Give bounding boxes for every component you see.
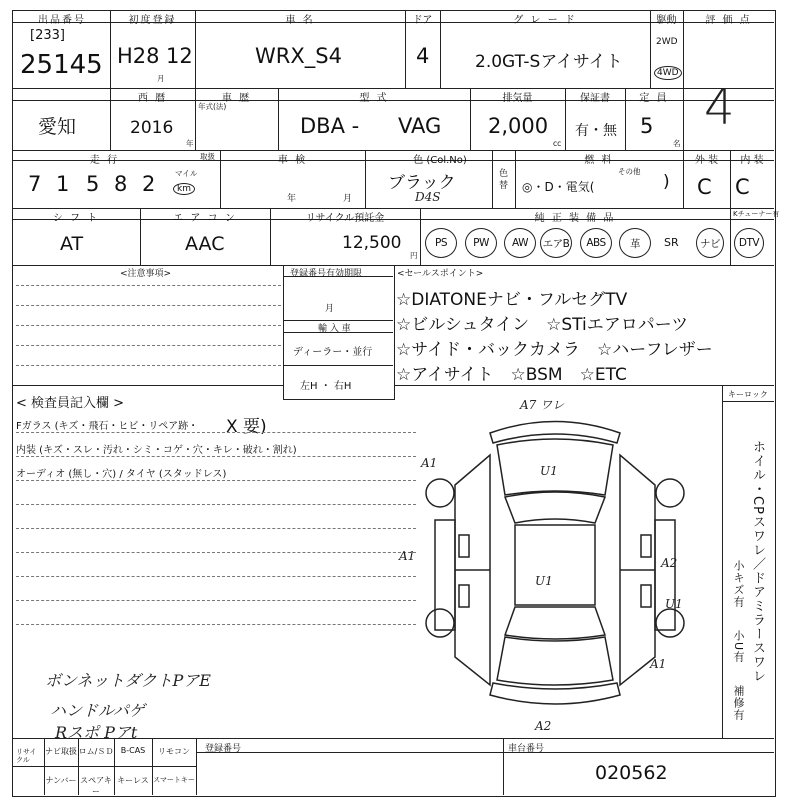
mileage-label: 走 行 [89, 155, 120, 166]
caution-label: <注意事項> [120, 269, 172, 279]
recycle-label: リサイクル預託金 [305, 213, 385, 224]
inspector-line [16, 456, 416, 457]
footer-item: ナビ取扱 [45, 747, 77, 756]
mileage-digit: 8 [114, 172, 128, 196]
month-unit: 月 [157, 74, 165, 83]
divider [503, 738, 504, 795]
mile-unit: マイル [175, 169, 198, 178]
capacity-unit: 名 [673, 139, 681, 148]
exterior-grade: C [697, 175, 712, 199]
exhibit-number: 25145 [20, 50, 103, 80]
interior-grade: C [735, 175, 750, 199]
steering-side: 左H ・ 右H [300, 381, 352, 392]
year-unit: 年 [186, 139, 194, 148]
handwritten-note: ボンネットダクトPアE [45, 671, 211, 690]
reg-no-label: 登録番号 [205, 744, 242, 754]
footer-item: ロム/ＳＤ [78, 747, 114, 756]
divider [730, 208, 731, 265]
divider [196, 738, 197, 795]
recycle-unit: 円 [410, 251, 418, 260]
interior-label: 内 装 [740, 155, 764, 166]
tuner-label: Kチューナー有 [733, 210, 780, 218]
model-year-note: 年式(法) [198, 102, 227, 111]
inspector-line [16, 624, 416, 625]
mileage-digits [18, 172, 168, 200]
equip-airbag: エアB [540, 228, 572, 258]
door-count: 4 [416, 44, 430, 68]
inspection-year: 年 [287, 194, 297, 204]
door-label: ドア [412, 15, 433, 26]
model-year-label: 車 歴 [221, 93, 252, 104]
inspection-label: 車 検 [277, 155, 308, 166]
keylock-label: キーロック [728, 390, 768, 399]
side-note-small-scratch: 小キズ有 [732, 560, 745, 608]
car-damage-diagram [395, 395, 715, 740]
damage-mark: U1 [665, 597, 683, 611]
recorded-label: 取扱 [200, 152, 215, 161]
mileage-digit: 1 [56, 172, 70, 196]
audio-tire-line: オーディオ (無し・穴) / タイヤ (スタッドレス) [16, 469, 227, 480]
footer-item: スマートキー [153, 776, 195, 784]
drive-4wd: 4WD [654, 66, 682, 80]
grade-label: グ レ ー ド [513, 15, 577, 26]
caution-line [16, 325, 281, 326]
exhibit-label: 出品番号 [38, 15, 86, 26]
type-code: VAG [398, 114, 442, 138]
footer-item: ナンバー [45, 776, 77, 785]
inspector-section-label: < 検査員記入欄 > [16, 396, 125, 411]
damage-mark: A7 ワレ [520, 398, 565, 412]
expiry-month: 月 [325, 304, 335, 314]
inspector-line [16, 552, 416, 553]
equip-abs: ABS [580, 228, 612, 258]
mileage-digit: 5 [86, 172, 100, 196]
glass-mark: X 要) [226, 417, 267, 437]
equip-leather: 革 [619, 228, 651, 258]
displacement-label: 排気量 [502, 93, 533, 104]
damage-mark: A1 [399, 549, 416, 563]
equip-sr: SR [664, 236, 679, 249]
chassis-label: 車台番号 [508, 744, 545, 754]
inspector-line [16, 600, 416, 601]
exterior-label: 外 装 [694, 155, 719, 166]
inspector-line [16, 480, 416, 481]
color-change-label: 色替 [499, 169, 509, 191]
fuel-label: 燃 料 [584, 155, 614, 166]
ac: AAC [185, 233, 225, 255]
km-unit: km [173, 183, 195, 195]
type-prefix: DBA - [300, 114, 360, 138]
fuel-other: その他 [618, 167, 641, 176]
equip-ps: PS [425, 228, 457, 258]
side-note-small-dent: 小U有 [732, 630, 745, 664]
divider [722, 401, 774, 402]
capacity: 5 [640, 114, 654, 138]
inspection-month: 月 [343, 194, 353, 204]
damage-mark: A1 [650, 657, 667, 671]
damage-mark: U1 [535, 574, 553, 588]
divider [283, 332, 393, 333]
equip-dtv: DTV [734, 228, 764, 258]
grade: 2.0GT-Sアイサイト [475, 52, 623, 72]
venue-code: [233] [30, 28, 65, 43]
interior-line: 内装 (キズ・スレ・汚れ・シミ・コゲ・穴・キレ・破れ・割れ) [16, 445, 297, 456]
inspector-line [16, 528, 416, 529]
handwritten-note: ハンドルパゲ [50, 701, 145, 720]
caution-line [16, 365, 281, 366]
caution-line [16, 285, 281, 286]
reg-year: 2016 [130, 118, 174, 138]
glass-line: Fガラス (キズ・飛石・ヒビ・リペア跡・ [16, 421, 199, 432]
car-name: WRX_S4 [255, 44, 342, 68]
car-name-label: 車 名 [285, 15, 315, 26]
warranty-label: 保証書 [580, 93, 610, 104]
capacity-label: 定 員 [639, 93, 669, 104]
drive-label: 駆動 [656, 15, 677, 26]
selling-point: ☆サイド・バックカメラ ☆ハーフレザー [396, 340, 713, 360]
equip-pw: PW [465, 228, 497, 258]
damage-mark: U1 [540, 464, 558, 478]
divider [683, 10, 684, 208]
inspector-line [16, 576, 416, 577]
mileage-digit: 2 [142, 172, 156, 196]
divider [196, 752, 503, 753]
damage-marks [398, 398, 683, 733]
selling-points-label: <セールスポイント> [397, 269, 484, 279]
year-label: 西 暦 [137, 93, 168, 104]
score: 4 [704, 80, 735, 136]
warranty-value: 有・無 [575, 123, 617, 139]
divider [283, 365, 393, 366]
chassis-number: 020562 [595, 762, 668, 784]
side-note-main: ホイル・CPスワレ／ドアミラースワレ [750, 440, 765, 683]
equip-aw: AW [504, 228, 536, 258]
registration-expiry-label: 登録番号有効期限 [290, 269, 363, 279]
handwritten-note: Rスポ Pアt [55, 723, 138, 742]
shift: AT [60, 233, 84, 255]
damage-mark: A2 [661, 556, 678, 570]
recycle-footer-label: リサイクル [16, 748, 37, 764]
selling-point: ☆DIATONEナビ・フルセグTV [396, 290, 628, 310]
color-code: D4S [415, 190, 441, 204]
score-label: 評 価 点 [705, 15, 752, 26]
fuel-options: ◎・D・電気( [522, 180, 595, 194]
first-reg-label: 初度登録 [128, 15, 177, 26]
divider [722, 385, 723, 738]
displacement: 2,000 [488, 114, 549, 138]
damage-mark: A1 [421, 456, 438, 470]
footer-item: リモコン [158, 747, 190, 756]
selling-point: ☆アイサイト ☆BSM ☆ETC [396, 365, 627, 385]
divider [12, 766, 196, 767]
inspector-line [16, 504, 416, 505]
type-label: 型 式 [359, 93, 389, 104]
cc-unit: cc [553, 139, 562, 148]
color: ブラック [388, 173, 456, 193]
ac-label: エ ア コ ン [173, 213, 237, 224]
caution-line [16, 345, 281, 346]
shift-label: シ フ ト [52, 213, 100, 224]
first-reg-era: H28 [117, 44, 160, 68]
damage-mark: A2 [535, 719, 552, 733]
footer-item: スペアキー [80, 776, 112, 796]
inspector-line [16, 432, 416, 433]
import-label: 輸 入 車 [318, 324, 351, 334]
equip-navi: ナビ [696, 228, 724, 258]
side-note-repaired: 補修有 [732, 685, 745, 721]
dealer-or-parallel: ディーラー・並行 [293, 347, 373, 358]
recycle-fee: 12,500 [342, 233, 402, 253]
equipment-label: 純 正 装 備 品 [534, 213, 616, 224]
caution-line [16, 305, 281, 306]
first-reg-month: 12 [166, 44, 193, 68]
fuel-close: ) [663, 172, 670, 192]
color-label: 色 (Col.No) [413, 155, 467, 166]
mileage-digit: 7 [28, 172, 42, 196]
selling-point: ☆ビルシュタイン ☆STiエアロパーツ [396, 315, 689, 335]
footer-item: B-CAS [120, 746, 146, 755]
footer-item: キーレス [117, 776, 149, 785]
drive-2wd: 2WD [656, 37, 678, 47]
region: 愛知 [38, 116, 77, 138]
